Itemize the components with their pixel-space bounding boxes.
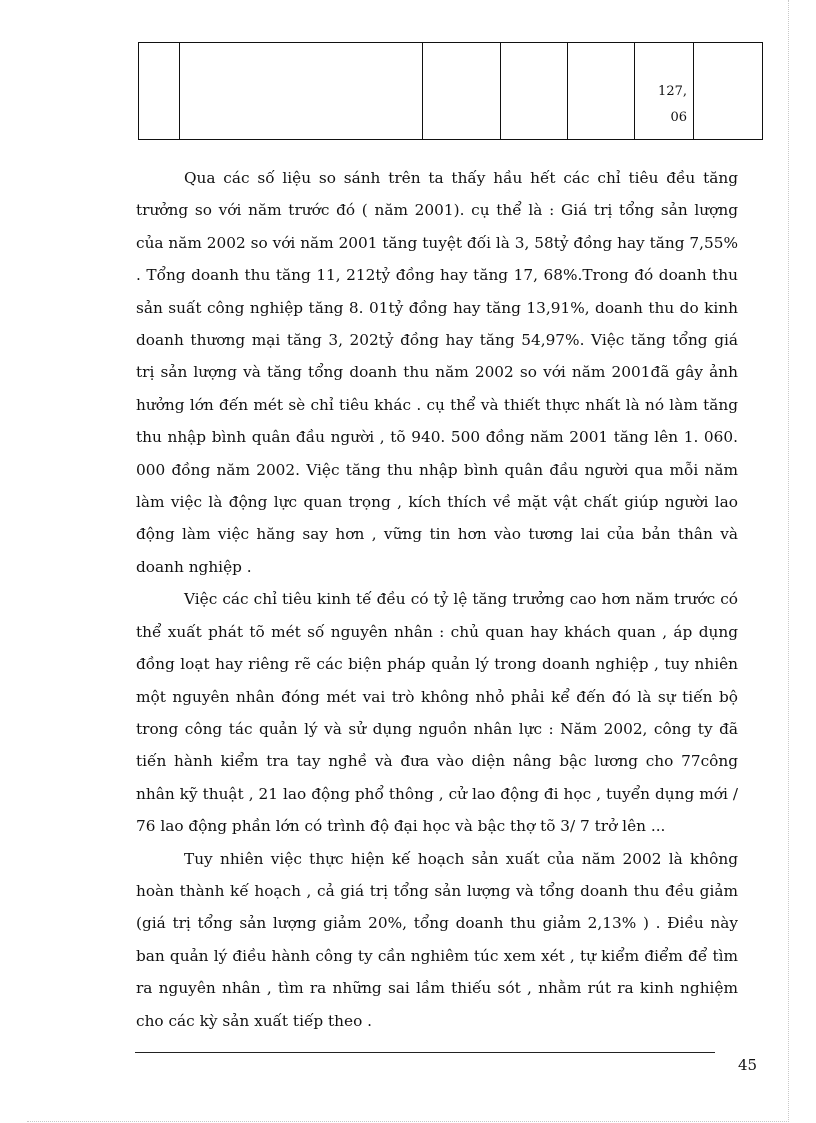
table-cell (568, 43, 635, 140)
table-row (139, 43, 763, 140)
page-number: 45 (738, 1056, 758, 1074)
table-cell (423, 43, 501, 140)
table-cell (180, 43, 423, 140)
paragraph-growth-summary: Qua các số liệu so sánh trên ta thấy hầu hết các chỉ tiêu đều tăng trưởng so với năm trước đó ( năm 2001). cụ thể là : Giá trị tổng sản lượng của năm 2002 so với năm 2001 tăng tuyệt đối là 3, 58tỷ đồng hay tăng 7,55% . Tổng doanh thu tăng 11, 212tỷ đồng hay tăng 17, 68%.Trong đó doanh thu sản suất công nghiệp tăng 8. 01tỷ đồng hay tăng 13,91%, doanh thu do kinh doanh thương mại tăng 3, 202tỷ đồng hay tăng 54,97%. Việc tăng tổng giá trị sản lượng và tăng tổng doanh thu năm 2002 so với năm 2001đã gây ảnh hưởng lớn đến mét sè chỉ tiêu khác . cụ thể và thiết thực nhất là nó làm tăng thu nhập bình quân đầu người , tõ 940. 500 đồng năm 2001 tăng lên 1. 060. 000 đồng năm 2002. Việc tăng thu nhập bình quân đầu người qua mỗi năm làm việc là động lực quan trọng , kích thích về mặt vật chất giúp người lao động làm việc hăng say hơn , vững tin hơn vào tương lai của bản thân và doanh nghiệp . (136, 169, 738, 576)
data-table (138, 42, 763, 140)
value-line-1: 127, (658, 84, 687, 99)
body-text (136, 162, 738, 1037)
table-cell (139, 43, 180, 140)
paragraph-growth-causes: Việc các chỉ tiêu kinh tế đều có tỷ lệ tăng trưởng cao hơn năm trước có thể xuất phát tõ mét số nguyên nhân : chủ quan hay khách quan , áp dụng đồng loạt hay riêng rẽ các biện pháp quản lý trong doanh nghiệp , tuy nhiên một nguyên nhân đóng mét vai trò không nhỏ phải kể đến đó là sự tiến bộ trong công tác quản lý và sử dụng nguồn nhân lực : Năm 2002, công ty đã tiến hành kiểm tra tay nghề và đưa vào diện nâng bậc lương cho 77công nhân kỹ thuật , 21 lao động phổ thông , cử lao động đi học , tuyển dụng mới / 76 lao động phần lớn có trình độ đại học và bậc thợ tõ 3/ 7 trở lên ... (136, 590, 738, 836)
table-value-cell (635, 43, 694, 140)
paragraph-plan-shortfall: Tuy nhiên việc thực hiện kế hoạch sản xuất của năm 2002 là không hoàn thành kế hoạch , cả giá trị tổng sản lượng và tổng doanh thu đều giảm (giá trị tổng sản lượng giảm 20%, tổng doanh thu giảm 2,13% ) . Điều này ban quản lý điều hành công ty cần nghiêm túc xem xét , tự kiểm điểm để tìm ra nguyên nhân , tìm ra những sai lầm thiếu sót , nhằm rút ra kinh nghiệm cho các kỳ sản xuất tiếp theo . (136, 849, 738, 1030)
footer-rule (135, 1052, 715, 1053)
table-cell (501, 43, 568, 140)
value-line-2: 06 (670, 110, 687, 125)
table-cell (694, 43, 763, 140)
